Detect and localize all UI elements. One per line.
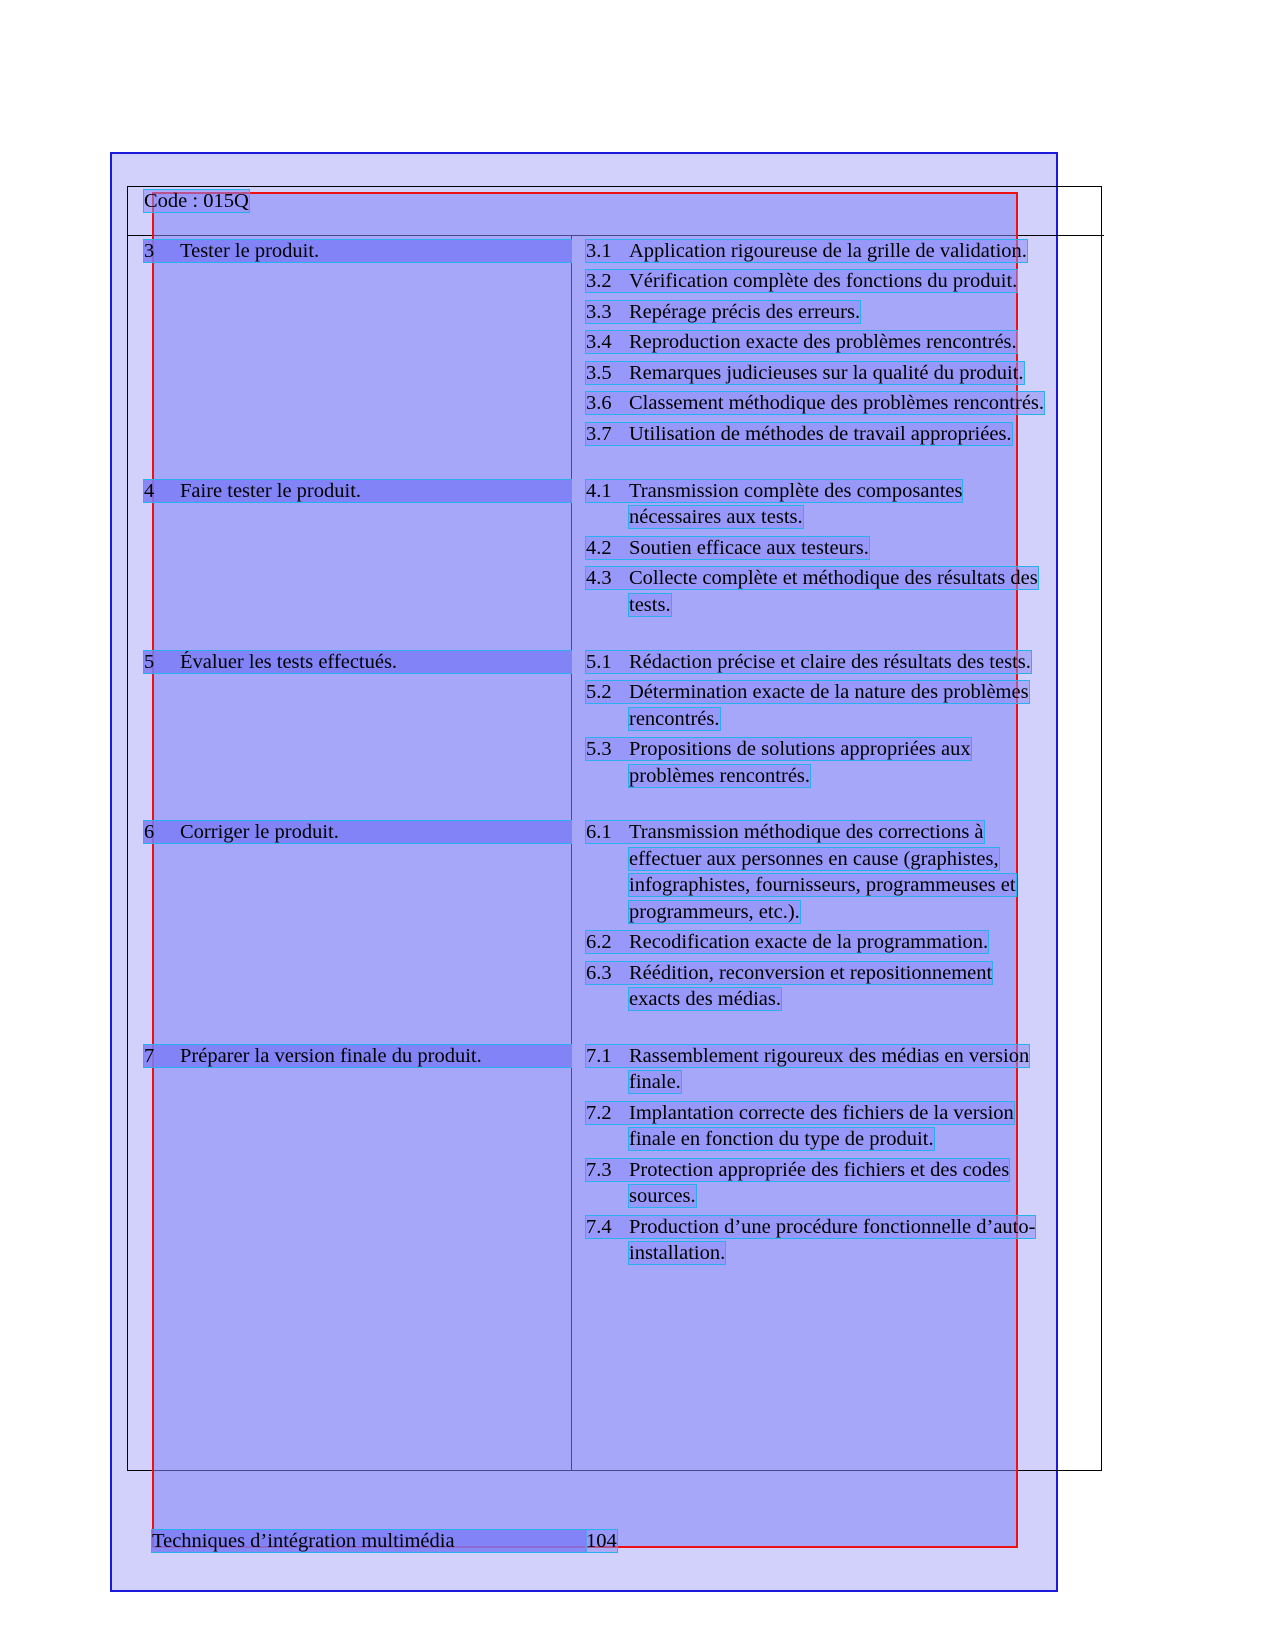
criterion-text: Implantation correcte des fichiers de la version: [629, 1102, 1014, 1124]
criterion-number: 7.4: [586, 1216, 612, 1238]
criterion-text: Production d’une procédure fonctionnelle d’auto-: [629, 1216, 1036, 1238]
task-label: Faire tester le produit.: [180, 480, 362, 502]
criterion-row: [586, 270, 1017, 292]
criterion-text: Protection appropriée des fichiers et des codes: [629, 1159, 1010, 1181]
criterion-text: Soutien efficace aux testeurs.: [629, 537, 869, 559]
criterion-number: 7.1: [586, 1045, 612, 1067]
criterion-number: 5.2: [586, 681, 612, 703]
criterion-number: 3.5: [586, 362, 612, 384]
criterion-text: Repérage précis des erreurs.: [629, 301, 861, 323]
criterion-text-continued: installation.: [629, 1242, 726, 1264]
criterion-text-continued: rencontrés.: [629, 708, 720, 730]
criterion-text-continued: effectuer aux personnes en cause (graphistes,: [629, 848, 999, 870]
task-row: [144, 1045, 571, 1067]
task-number: 4: [144, 480, 155, 502]
criterion-number: 4.1: [586, 480, 612, 502]
criterion-text: Classement méthodique des problèmes rencontrés.: [629, 392, 1045, 414]
task-number: 6: [144, 821, 155, 843]
criterion-number: 6.3: [586, 962, 612, 984]
criterion-text: Transmission méthodique des corrections à: [629, 821, 984, 843]
criterion-row: [586, 567, 1038, 589]
criterion-text-continued: sources.: [629, 1185, 696, 1207]
task-number: 5: [144, 651, 155, 673]
criterion-text: Reproduction exacte des problèmes rencontrés.: [629, 331, 1017, 353]
criterion-text-continued: exacts des médias.: [629, 988, 781, 1010]
criterion-number: 7.3: [586, 1159, 612, 1181]
criterion-number: 3.7: [586, 423, 612, 445]
criterion-row: [586, 1216, 1035, 1238]
criterion-text-continued: nécessaires aux tests.: [629, 506, 803, 528]
task-label: Tester le produit.: [180, 240, 320, 262]
criterion-row: [586, 1045, 1029, 1067]
task-row: [144, 480, 571, 502]
criterion-number: 3.6: [586, 392, 612, 414]
criterion-text: Transmission complète des composantes: [629, 480, 963, 502]
criterion-number: 6.1: [586, 821, 612, 843]
criterion-text: Collecte complète et méthodique des résultats des: [629, 567, 1038, 589]
criterion-row: [586, 1102, 1014, 1124]
criterion-text: Utilisation de méthodes de travail appropriées.: [629, 423, 1012, 445]
criterion-row: [586, 931, 988, 953]
criterion-number: 7.2: [586, 1102, 612, 1124]
criterion-number: 4.2: [586, 537, 612, 559]
criterion-row: [586, 651, 1031, 673]
criterion-row: [586, 301, 860, 323]
criterion-text: Propositions de solutions appropriées aux: [629, 738, 971, 760]
criterion-text: Détermination exacte de la nature des problèmes: [629, 681, 1029, 703]
criterion-row: [586, 423, 1012, 445]
criterion-text-continued: infographistes, fournisseurs, programmeuses et: [629, 874, 1016, 896]
criterion-text-continued: programmeurs, etc.).: [629, 901, 800, 923]
task-number: 3: [144, 240, 155, 262]
criterion-number: 5.1: [586, 651, 612, 673]
criterion-text: Remarques judicieuses sur la qualité du produit.: [629, 362, 1024, 384]
page-number: 104: [586, 1530, 617, 1552]
task-row: [144, 651, 571, 673]
task-label: Préparer la version finale du produit.: [180, 1045, 482, 1067]
criterion-row: [586, 1159, 1009, 1181]
criterion-text: Réédition, reconversion et repositionnement: [629, 962, 993, 984]
criterion-number: 3.3: [586, 301, 612, 323]
program-code: Code : 015Q: [144, 190, 249, 212]
task-row: [144, 821, 571, 843]
task-row: [144, 240, 571, 262]
criterion-text-continued: problèmes rencontrés.: [629, 765, 811, 787]
criterion-row: [586, 681, 1029, 703]
criterion-row: [586, 240, 1027, 262]
criterion-number: 3.2: [586, 270, 612, 292]
criterion-text: Rassemblement rigoureux des médias en version: [629, 1045, 1030, 1067]
criterion-number: 6.2: [586, 931, 612, 953]
criterion-text: Rédaction précise et claire des résultats des tests.: [629, 651, 1031, 673]
criterion-row: [586, 331, 1017, 353]
criterion-row: [586, 480, 962, 502]
criterion-text-continued: finale.: [629, 1071, 681, 1093]
criterion-text-continued: tests.: [629, 594, 671, 616]
criterion-row: [586, 392, 1044, 414]
criterion-row: [586, 537, 869, 559]
criterion-row: [586, 962, 992, 984]
criterion-row: [586, 821, 984, 843]
criterion-text: Application rigoureuse de la grille de validation.: [629, 240, 1027, 262]
criterion-row: [586, 362, 1024, 384]
criterion-number: 3.4: [586, 331, 612, 353]
criterion-text: Recodification exacte de la programmation.: [629, 931, 989, 953]
criterion-text-continued: finale en fonction du type de produit.: [629, 1128, 934, 1150]
criterion-row: [586, 738, 971, 760]
task-label: Corriger le produit.: [180, 821, 339, 843]
criterion-number: 5.3: [586, 738, 612, 760]
criterion-text: Vérification complète des fonctions du produit.: [629, 270, 1018, 292]
task-label: Évaluer les tests effectués.: [180, 651, 398, 673]
footer-program-title: Techniques d’intégration multimédia: [152, 1530, 586, 1552]
criterion-number: 4.3: [586, 567, 612, 589]
task-number: 7: [144, 1045, 155, 1067]
criterion-number: 3.1: [586, 240, 612, 262]
